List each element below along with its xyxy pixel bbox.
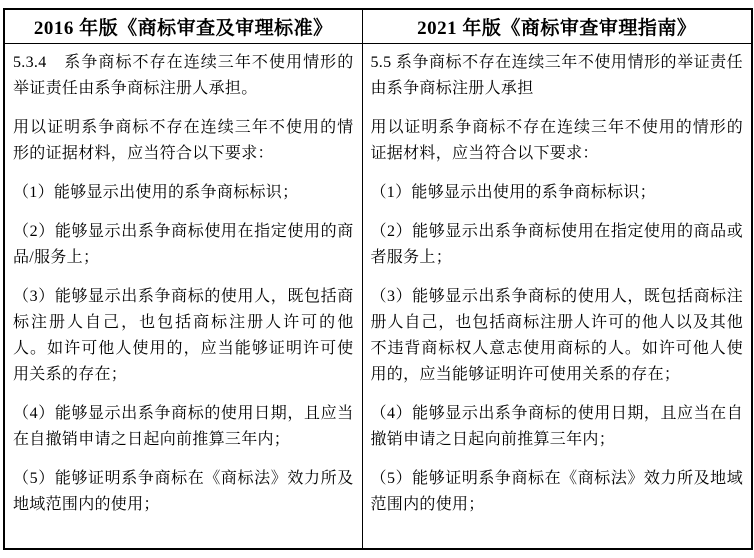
body-row xyxy=(4,44,752,550)
paragraph-2021-3: （1）能够显示出使用的系争商标标识； xyxy=(370,184,656,201)
paragraph-2016-3: （1）能够显示出使用的系争商标标识； xyxy=(13,184,299,201)
paragraph-2016-6: （4）能够显示出系争商标的使用日期，且应当在自撤销申请之日起向前推算三年内； xyxy=(13,405,354,448)
paragraph-2016-5: （3）能够显示出系争商标的使用人，既包括商标注册人自己，也包括商标注册人许可的他人。如许可他人使用的，应当能够证明许可使用关系的存在； xyxy=(13,288,354,383)
paragraph-2016-7: （5）能够证明系争商标在《商标法》效力所及地域范围内的使用； xyxy=(13,470,354,513)
paragraph-2021-7: （5）能够证明系争商标在《商标法》效力所及地域范围内的使用； xyxy=(370,470,743,513)
column-header-2016: 2016 年版《商标审查及审理标准》 xyxy=(4,9,362,44)
paragraph-2021-1: 5.5 系争商标不存在连续三年不使用情形的举证责任由系争商标注册人承担 xyxy=(370,54,743,97)
column-header-2021: 2021 年版《商标审查审理指南》 xyxy=(362,9,752,44)
paragraph-2016-2: 用以证明系争商标不存在连续三年不使用的情形的证据材料，应当符合以下要求： xyxy=(13,119,354,162)
paragraph-2021-5: （3）能够显示出系争商标的使用人，既包括商标注册人自己，也包括商标注册人许可的他人以及其他不违背商标权人意志使用商标的人。如许可他人使用的，应当能够证明许可使用关系的存在； xyxy=(370,288,743,383)
paragraph-2021-4: （2）能够显示出系争商标使用在指定使用的商品或者服务上； xyxy=(370,223,743,266)
column-body-2021 xyxy=(362,44,752,550)
column-body-2016 xyxy=(4,44,362,550)
paragraph-2021-6: （4）能够显示出系争商标的使用日期，且应当在自撤销申请之日起向前推算三年内； xyxy=(370,405,743,448)
paragraph-2021-2: 用以证明系争商标不存在连续三年不使用的情形的证据材料，应当符合以下要求： xyxy=(370,119,743,162)
paragraph-2016-4: （2）能够显示出系争商标使用在指定使用的商品/服务上； xyxy=(13,223,354,266)
header-row xyxy=(4,9,752,44)
paragraph-2016-1: 5.3.4 系争商标不存在连续三年不使用情形的举证责任由系争商标注册人承担。 xyxy=(13,54,354,97)
comparison-table xyxy=(3,8,753,550)
